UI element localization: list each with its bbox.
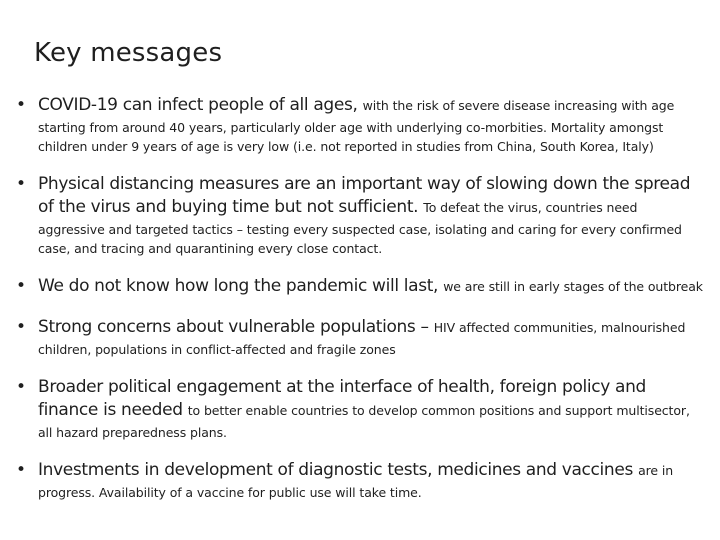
bullet-detail-text: To defeat the virus, countries need aggressive and targeted tactics – testing every suspected case, isolating and caring for every confirmed case, and tracing and quarantining every close contact.: [38, 200, 682, 256]
bullet-detail-text: to better enable countries to develop common positions and support multisector, all hazard preparedness plans.: [38, 403, 690, 440]
bullet-lead-text: Investments in development of diagnostic tests, medicines and vaccines: [38, 460, 633, 480]
bullet-lead-text: Broader political engagement at the interface of health, foreign policy and finance is needed: [38, 377, 646, 420]
slide-title: Key messages: [34, 38, 223, 68]
bullet-item: [16, 459, 706, 501]
bullet-item: [16, 173, 706, 257]
key-messages-list: [16, 94, 706, 519]
bullet-detail-text: HIV affected communities, malnourished children, populations in conflict-affected and fragile zones: [38, 320, 686, 357]
bullet-item: [16, 275, 706, 298]
bullet-item: [16, 376, 706, 441]
bullet-detail-text: with the risk of severe disease increasing with age starting from around 40 years, particularly older age with underlying co-morbities. Mortality amongst children under 9 years of age is very low (i.e. not reported in studies from China, South Korea, Italy): [38, 98, 675, 154]
bullet-lead-text: COVID-19 can infect people of all ages,: [38, 95, 358, 115]
bullet-detail-text: we are still in early stages of the outbreak: [443, 279, 703, 294]
bullet-lead-text: Physical distancing measures are an important way of slowing down the spread of the virus and buying time but not sufficient.: [38, 174, 691, 217]
bullet-detail-text: are in progress. Availability of a vaccine for public use will take time.: [38, 463, 674, 500]
bullet-item: [16, 316, 706, 358]
bullet-item: [16, 94, 706, 155]
bullet-lead-text: Strong concerns about vulnerable populations –: [38, 317, 429, 337]
bullet-lead-text: We do not know how long the pandemic will last,: [38, 276, 439, 296]
